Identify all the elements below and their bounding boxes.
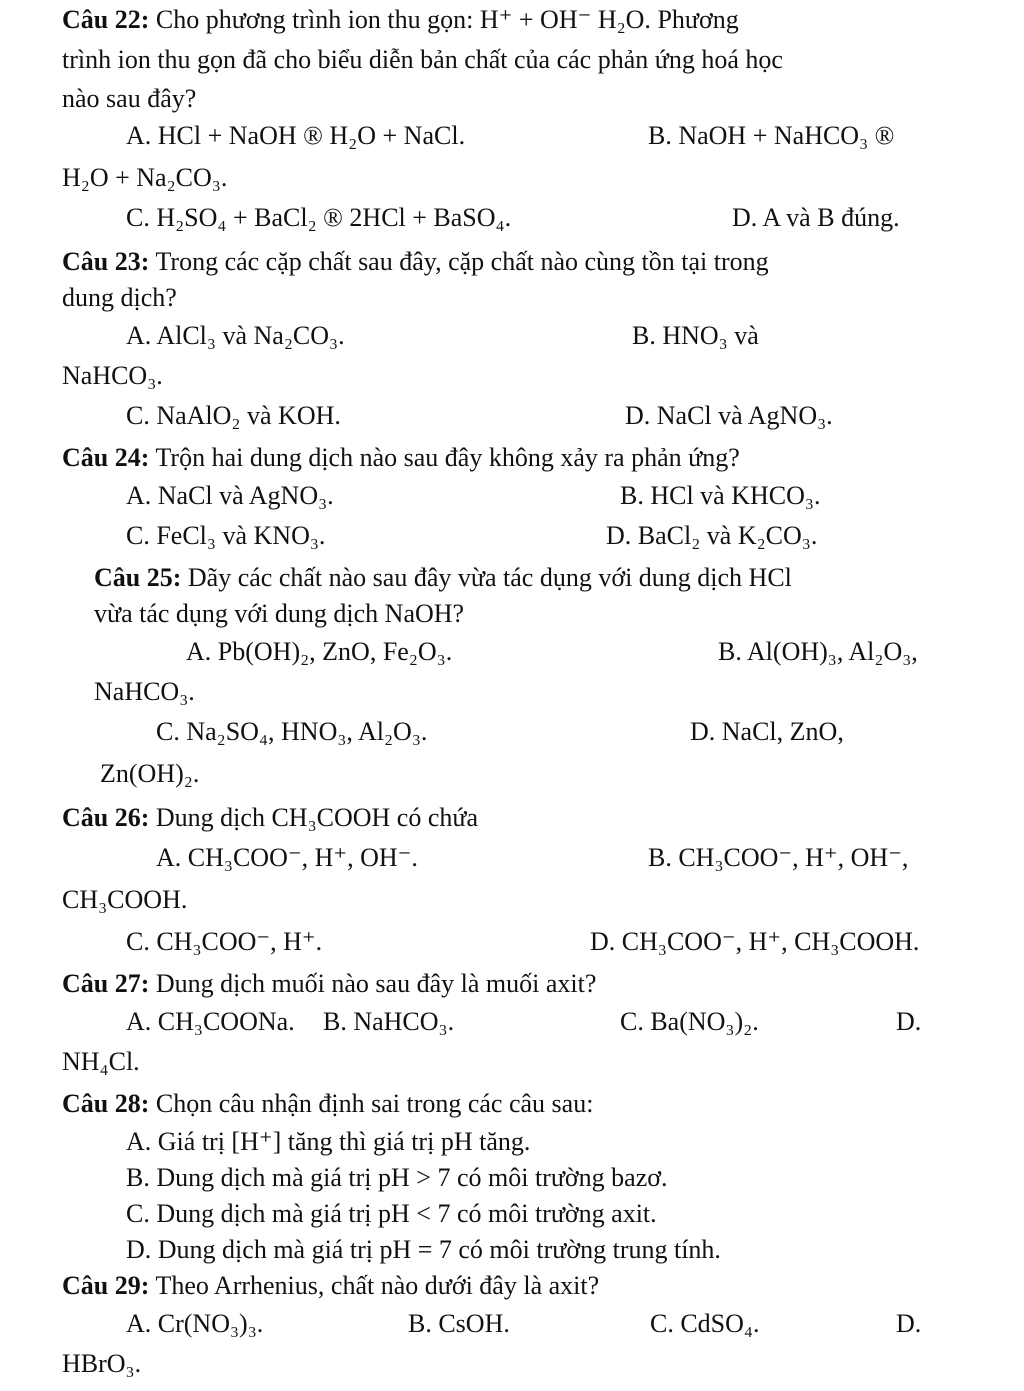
question-26-option-d: D. CH₃COO⁻, H⁺, CH₃COOH. xyxy=(590,927,920,956)
question-27-option-d: D. xyxy=(896,1007,922,1036)
question-27-option-c: C. Ba(NO₃)₂. xyxy=(620,1007,759,1036)
question-26-line-1 xyxy=(62,800,478,836)
question-28-option-d: D. Dung dịch mà giá trị pH = 7 có môi trường trung tính. xyxy=(126,1235,721,1264)
question-26-label: Câu 26: xyxy=(62,803,150,832)
question-24-option-c: C. FeCl₃ và KNO₃. xyxy=(126,521,326,550)
question-24-option-d: D. BaCl₂ và K₂CO₃. xyxy=(606,521,818,550)
question-25-label: Câu 25: xyxy=(94,563,182,592)
question-27-option-a: A. CH₃COONa. xyxy=(126,1007,295,1036)
question-28-line-1 xyxy=(62,1086,593,1122)
question-25-option-c: C. Na₂SO₄, HNO₃, Al₂O₃. xyxy=(156,717,428,746)
question-28-option-a: A. Giá trị [H⁺] tăng thì giá trị pH tăng. xyxy=(126,1127,531,1156)
question-29-option-d: D. xyxy=(896,1309,922,1338)
question-29-option-a: A. Cr(NO₃)₃. xyxy=(126,1309,264,1338)
question-22-option-c: C. H₂SO₄ + BaCl₂ ® 2HCl + BaSO₄. xyxy=(126,203,512,232)
question-29-option-d-cont: HBrO₃. xyxy=(62,1349,142,1378)
question-27-stem: Dung dịch muối nào sau đây là muối axit? xyxy=(155,969,597,998)
question-26-option-c: C. CH₃COO⁻, H⁺. xyxy=(126,927,323,956)
question-26-option-b: B. CH₃COO⁻, H⁺, OH⁻, xyxy=(648,843,909,872)
question-22-option-a: A. HCl + NaOH ® H₂O + NaCl. xyxy=(126,121,466,150)
question-24-label: Câu 24: xyxy=(62,443,150,472)
question-26-stem: Dung dịch CH₃COOH có chứa xyxy=(155,803,479,832)
question-23-option-b-cont: NaHCO₃. xyxy=(62,361,163,390)
question-25-option-b-cont: NaHCO₃. xyxy=(94,677,195,706)
question-22-option-d: D. A và B đúng. xyxy=(732,203,900,232)
question-23-stem: Trong các cặp chất sau đây, cặp chất nào cùng tồn tại trong xyxy=(155,247,769,276)
question-23-option-b: B. HNO₃ và xyxy=(632,321,759,350)
question-24-stem: Trộn hai dung dịch nào sau đây không xảy ra phản ứng? xyxy=(155,443,740,472)
question-22-equation: H⁺ + OH⁻ H₂O. xyxy=(479,5,651,34)
question-29-line-1 xyxy=(62,1268,599,1304)
question-25-option-b: B. Al(OH)₃, Al₂O₃, xyxy=(718,637,918,666)
question-26-option-b-cont: CH₃COOH. xyxy=(62,885,188,914)
question-23-option-d: D. NaCl và AgNO₃. xyxy=(625,401,833,430)
question-27-label: Câu 27: xyxy=(62,969,150,998)
question-25-option-d: D. NaCl, ZnO, xyxy=(690,717,844,746)
question-22-option-b-cont: H₂O + Na₂CO₃. xyxy=(62,163,228,192)
question-26-option-a: A. CH₃COO⁻, H⁺, OH⁻. xyxy=(156,843,418,872)
question-22-stem-end: Phương xyxy=(657,5,739,34)
question-23-option-a: A. AlCl₃ và Na₂CO₃. xyxy=(126,321,345,350)
question-25-line-2: vừa tác dụng với dung dịch NaOH? xyxy=(94,599,465,628)
question-25-stem: Dãy các chất nào sau đây vừa tác dụng với dung dịch HCl xyxy=(187,563,792,592)
question-28-option-c: C. Dung dịch mà giá trị pH < 7 có môi trường axit. xyxy=(126,1199,657,1228)
question-23-line-2: dung dịch? xyxy=(62,283,177,312)
question-27-option-d-cont: NH₄Cl. xyxy=(62,1047,140,1076)
question-22-option-b: B. NaOH + NaHCO₃ ® xyxy=(648,121,895,150)
question-29-option-b: B. CsOH. xyxy=(408,1309,510,1338)
question-24-option-b: B. HCl và KHCO₃. xyxy=(620,481,821,510)
question-28-stem: Chọn câu nhận định sai trong các câu sau: xyxy=(155,1089,594,1118)
question-22-line-2: trình ion thu gọn đã cho biểu diễn bản chất của các phản ứng hoá học xyxy=(62,45,783,74)
question-23-label: Câu 23: xyxy=(62,247,150,276)
question-25-option-a: A. Pb(OH)₂, ZnO, Fe₂O₃. xyxy=(186,637,453,666)
question-25-option-d-cont: Zn(OH)₂. xyxy=(100,759,200,788)
question-28-option-b: B. Dung dịch mà giá trị pH > 7 có môi trường bazơ. xyxy=(126,1163,668,1192)
question-27-option-b: B. NaHCO₃. xyxy=(323,1007,455,1036)
question-23-line-1 xyxy=(62,244,769,280)
question-28-label: Câu 28: xyxy=(62,1089,150,1118)
question-24-line-1 xyxy=(62,440,740,476)
question-23-option-c: C. NaAlO₂ và KOH. xyxy=(126,401,341,430)
question-25-line-1 xyxy=(94,560,792,596)
question-29-label: Câu 29: xyxy=(62,1271,150,1300)
question-22-stem: Cho phương trình ion thu gọn: xyxy=(155,5,474,34)
question-22-label: Câu 22: xyxy=(62,5,150,34)
question-22-line-1 xyxy=(62,2,739,38)
question-29-option-c: C. CdSO₄. xyxy=(650,1309,760,1338)
question-24-option-a: A. NaCl và AgNO₃. xyxy=(126,481,334,510)
question-22-line-3: nào sau đây? xyxy=(62,84,197,113)
question-27-line-1 xyxy=(62,966,596,1002)
question-29-stem: Theo Arrhenius, chất nào dưới đây là axit? xyxy=(155,1271,600,1300)
